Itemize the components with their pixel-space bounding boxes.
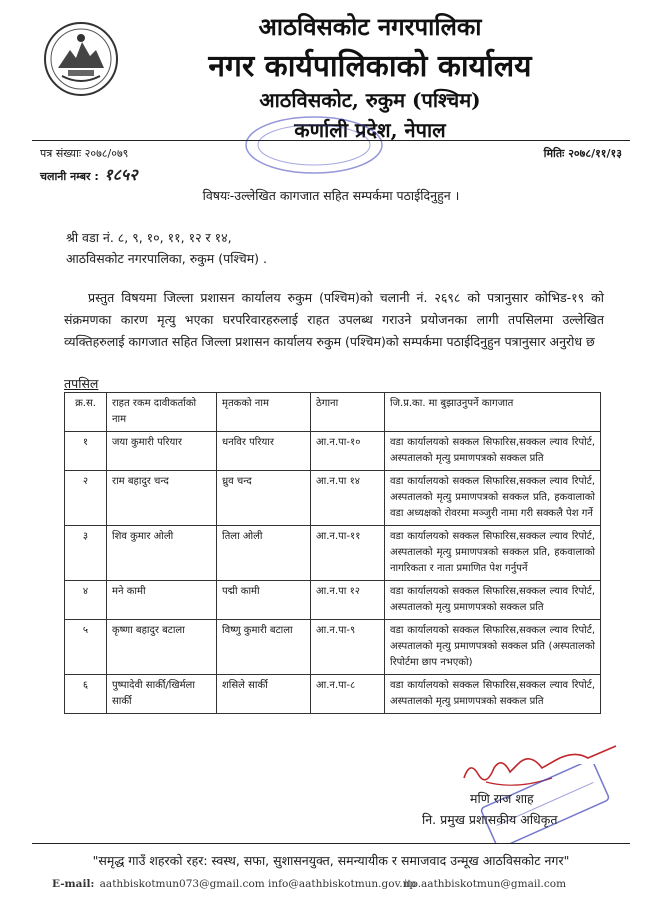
- cell-documents: वडा कार्यालयको सक्कल सिफारिस,सक्कल ल्याव रिपोर्ट, अस्पतालको मृत्यु प्रमाणपत्रको सक्कल प्रति: [385, 675, 601, 714]
- letter-body: प्रस्तुत विषयमा जिल्ला प्रशासन कार्यालय रुकुम (पश्चिम)को चलानी नं. २६९८ को पत्रानुसार कोभिड-१९ को संक्रमणका कारण मृत्यु भएका घरपरिवारहरुलाई राहत उपलब्ध गराउने प्रयोजनका लागी तपसिलमा उल्लेखित व्यक्तिहरुलाई कागजात सहित जिल्ला प्रशासन कार्यालय रुकुम (पश्चिम)को सम्पर्कमा पठाईदिनुहुन पत्रानुसार अनुरोध छ: [64, 290, 604, 349]
- cell-claimant: मने कामी: [107, 581, 217, 620]
- cell-serial: ४: [65, 581, 107, 620]
- nepal-emblem-icon: [42, 20, 120, 98]
- reference-label: पत्र संख्याः: [40, 147, 82, 160]
- cell-serial: ५: [65, 620, 107, 675]
- cell-deceased: धनविर परियार: [217, 432, 311, 471]
- signatory-title: नि. प्रमुख प्रशासकीय अधिकृत: [422, 812, 558, 827]
- municipality-name: आठविसकोट नगरपालिका: [258, 12, 482, 41]
- email-link-1[interactable]: aathbiskotmun073@gmail.com: [99, 878, 265, 890]
- addressee-line-1: श्री वडा नं. ८, ९, १०, ११, १२ र १४,: [66, 230, 232, 245]
- cell-documents: वडा कार्यालयको सक्कल सिफारिस,सक्कल ल्याव रिपोर्ट, अस्पतालको मृत्यु प्रमाणपत्रको सक्कल प्रति: [385, 581, 601, 620]
- table-row: [65, 581, 601, 620]
- cell-claimant: शिव कुमार ओली: [107, 526, 217, 581]
- signatory-name: मणि राज शाह: [470, 791, 534, 806]
- letter-date: मितिः २०७८/११/१३: [543, 147, 622, 160]
- header-claimant: राहत रकम दावीकर्ताको नाम: [107, 393, 217, 432]
- cell-deceased: ध्रुव चन्द: [217, 471, 311, 526]
- dispatch-value: १८५२: [104, 165, 138, 184]
- table-row: [65, 620, 601, 675]
- cell-address: आ.न.पा-९: [311, 620, 385, 675]
- email-label: E-mail:: [52, 878, 95, 890]
- cell-serial: १: [65, 432, 107, 471]
- cell-address: आ.न.पा-१०: [311, 432, 385, 471]
- cell-claimant: कृष्णा बहादुर बटाला: [107, 620, 217, 675]
- office-name: नगर कार्यपालिकाको कार्यालय: [208, 49, 532, 84]
- header-deceased: मृतकको नाम: [217, 393, 311, 432]
- cell-deceased: तिला ओली: [217, 526, 311, 581]
- header-address: ठेगाना: [311, 393, 385, 432]
- beneficiary-table: [64, 392, 601, 714]
- email-link-2[interactable]: info@aathbiskotmun.gov.np: [268, 878, 417, 890]
- cell-documents: वडा कार्यालयको सक्कल सिफारिस,सक्कल ल्याव रिपोर्ट, अस्पतालको मृत्यु प्रमाणपत्रको सक्कल प्रति, हकवालाको वडा अध्यक्षको रोवरमा मञ्जुरी नामा गरी सक्कलै पेश गर्ने: [385, 471, 601, 526]
- table-row: [65, 432, 601, 471]
- cell-serial: ६: [65, 675, 107, 714]
- details-heading: तपसिल: [64, 376, 99, 391]
- cell-claimant: पुष्पादेवी सार्की/खिर्मला सार्की: [107, 675, 217, 714]
- office-address: आठविसकोट, रुकुम (पश्चिम): [259, 88, 481, 112]
- cell-deceased: विष्णु कुमारी बटाला: [217, 620, 311, 675]
- addressee-line-2: आठविसकोट नगरपालिका, रुकुम (पश्चिम) .: [66, 251, 267, 266]
- cell-address: आ.न.पा १२: [311, 581, 385, 620]
- header-divider: [32, 140, 630, 141]
- cell-deceased: पद्मी कामी: [217, 581, 311, 620]
- email-link-3[interactable]: ito.aathbiskotmun@gmail.com: [404, 878, 567, 890]
- footer-divider: [32, 843, 630, 844]
- reference-number: [40, 146, 128, 161]
- cell-serial: २: [65, 471, 107, 526]
- cell-claimant: जया कुमारी परियार: [107, 432, 217, 471]
- cell-documents: वडा कार्यालयको सक्कल सिफारिस,सक्कल ल्याव रिपोर्ट, अस्पतालको मृत्यु प्रमाणपत्रको सक्कल प्रति, हकवालाको नागरिकता र नाता प्रमाणित पेश गर्नुपर्ने: [385, 526, 601, 581]
- cell-claimant: राम बहादुर चन्द: [107, 471, 217, 526]
- dispatch-label: चलानी नम्बर :: [40, 170, 99, 183]
- dispatch-number: [40, 163, 138, 185]
- cell-address: आ.न.पा १४: [311, 471, 385, 526]
- reference-value: २०७८/०७९: [84, 147, 129, 160]
- cell-serial: ३: [65, 526, 107, 581]
- table-header-row: [65, 393, 601, 432]
- header-documents: जि.प्र.का. मा बुझाउनुपर्ने कागजात: [385, 393, 601, 432]
- cell-documents: वडा कार्यालयको सक्कल सिफारिस,सक्कल ल्याव रिपोर्ट, अस्पतालको मृत्यु प्रमाणपत्रको सक्कल प्रति (अस्पतालको रिपोर्टमा छाप नभएको): [385, 620, 601, 675]
- subject-line: विषयः-उल्लेखित कागजात सहित सम्पर्कमा पठाईदिनुहुन ।: [202, 188, 460, 203]
- table-row: [65, 471, 601, 526]
- cell-address: आ.न.पा-८: [311, 675, 385, 714]
- table-row: [65, 526, 601, 581]
- office-stamp-top: [242, 114, 386, 176]
- province-name: कर्णाली प्रदेश, नेपाल: [294, 118, 446, 142]
- table-row: [65, 675, 601, 714]
- cell-address: आ.न.पा-११: [311, 526, 385, 581]
- header-serial: क्र.स.: [65, 393, 107, 432]
- cell-deceased: शसिले सार्की: [217, 675, 311, 714]
- cell-documents: वडा कार्यालयको सक्कल सिफारिस,सक्कल ल्याव रिपोर्ट, अस्पतालको मृत्यु प्रमाणपत्रको सक्कल प्रति: [385, 432, 601, 471]
- footer-motto: "समृद्ध गाउँ शहरको रहर: स्वस्थ, सफा, सुशासनयुक्त, समन्यायीक र समाजवाद उन्मूख आठविसकोट नगर": [92, 853, 570, 868]
- footer-contacts: [52, 878, 632, 890]
